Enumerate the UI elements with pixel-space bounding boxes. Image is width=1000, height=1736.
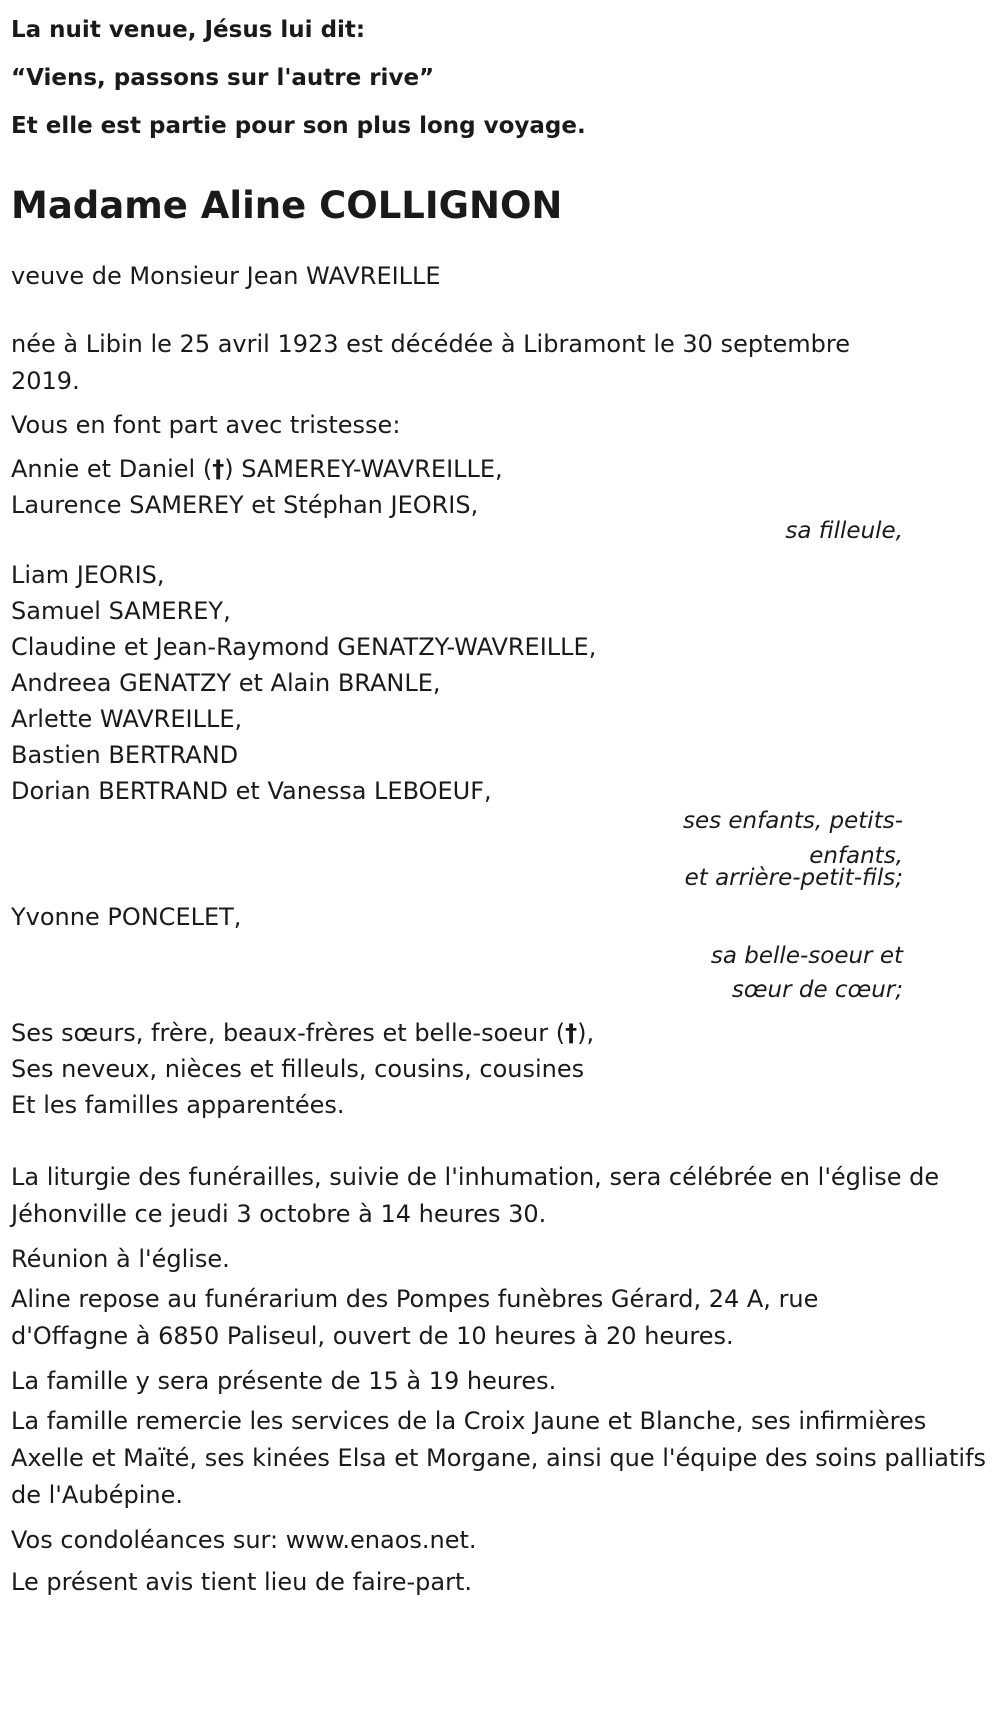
obituary-page xyxy=(11,0,991,1602)
family-line: Ses neveux, nièces et filleuls, cousins, cousines xyxy=(11,1055,585,1083)
name-text: ) SAMEREY-WAVREILLE, xyxy=(224,455,503,483)
name-text: Annie et Daniel ( xyxy=(11,455,213,483)
verse-line-3: Et elle est partie pour son plus long voyage. xyxy=(11,113,586,139)
family-line: Arlette WAVREILLE, xyxy=(11,705,243,733)
family-group-1 xyxy=(11,451,991,543)
role-text: et arrière-petit-fils; xyxy=(684,865,903,891)
deceased-name: Madame Aline COLLIGNON xyxy=(11,184,563,227)
family-presence-text: La famille y sera présente de 15 à 19 heures. xyxy=(11,1367,557,1395)
cross-icon: † xyxy=(565,1019,578,1047)
intro-line: Vous en font part avec tristesse: xyxy=(11,411,401,439)
family-line: Laurence SAMEREY et Stéphan JEORIS, xyxy=(11,491,479,519)
thanks-text: La famille remercie les services de la Croix Jaune et Blanche, ses infirmières Axelle et Maïté, ses kinées Elsa et Morgane, ainsi que l'équipe des soins palliatifs de l'Aubépine. xyxy=(11,1407,987,1509)
family-line: Bastien BERTRAND xyxy=(11,741,239,769)
role-text: sa belle-soeur et xyxy=(710,943,903,969)
name-text: ), xyxy=(577,1019,595,1047)
family-line: Dorian BERTRAND et Vanessa LEBOEUF, xyxy=(11,777,492,805)
name-text: Ses sœurs, frère, beaux-frères et belle-soeur ( xyxy=(11,1019,566,1047)
role-text: sœur de cœur; xyxy=(731,977,903,1003)
funerarium-text: Aline repose au funérarium des Pompes funèbres Gérard, 24 A, rue d'Offagne à 6850 Paliseul, ouvert de 10 heures à 20 heures. xyxy=(11,1285,819,1350)
liturgy-text: La liturgie des funérailles, suivie de l'inhumation, sera célébrée en l'église de Jéhonville ce jeudi 3 octobre à 14 heures 30. xyxy=(11,1163,940,1228)
verse-line-1: La nuit venue, Jésus lui dit: xyxy=(11,17,366,43)
opening-verse xyxy=(11,0,991,150)
birth-death-line: née à Libin le 25 avril 1923 est décédée à Libramont le 30 septembre 2019. xyxy=(11,330,850,395)
role-label xyxy=(11,939,903,1007)
family-group-4 xyxy=(11,1015,991,1123)
role-label: sa filleule, xyxy=(785,518,903,544)
family-line xyxy=(11,1015,991,1051)
cross-icon: † xyxy=(212,455,225,483)
family-group-3 xyxy=(11,899,991,1007)
role-text: ses enfants, petits- xyxy=(682,808,903,834)
ceremony-details xyxy=(11,1159,991,1602)
meeting-text: Réunion à l'église. xyxy=(11,1245,230,1273)
role-text: enfants, xyxy=(809,843,903,869)
family-line xyxy=(11,451,991,487)
role-label xyxy=(11,809,903,889)
family-line: Andreea GENATZY et Alain BRANLE, xyxy=(11,669,441,697)
family-group-2 xyxy=(11,557,991,889)
family-line: Claudine et Jean-Raymond GENATZY-WAVREILLE, xyxy=(11,633,597,661)
condolences-text: Vos condoléances sur: www.enaos.net. xyxy=(11,1526,477,1554)
spouse-line: veuve de Monsieur Jean WAVREILLE xyxy=(11,262,441,290)
family-line: Samuel SAMEREY, xyxy=(11,597,231,625)
verse-line-2: “Viens, passons sur l'autre rive” xyxy=(11,65,435,91)
family-line: Yvonne PONCELET, xyxy=(11,903,242,931)
family-line: Liam JEORIS, xyxy=(11,561,165,589)
family-line: Et les familles apparentées. xyxy=(11,1091,345,1119)
notice-text: Le présent avis tient lieu de faire-part. xyxy=(11,1568,473,1596)
